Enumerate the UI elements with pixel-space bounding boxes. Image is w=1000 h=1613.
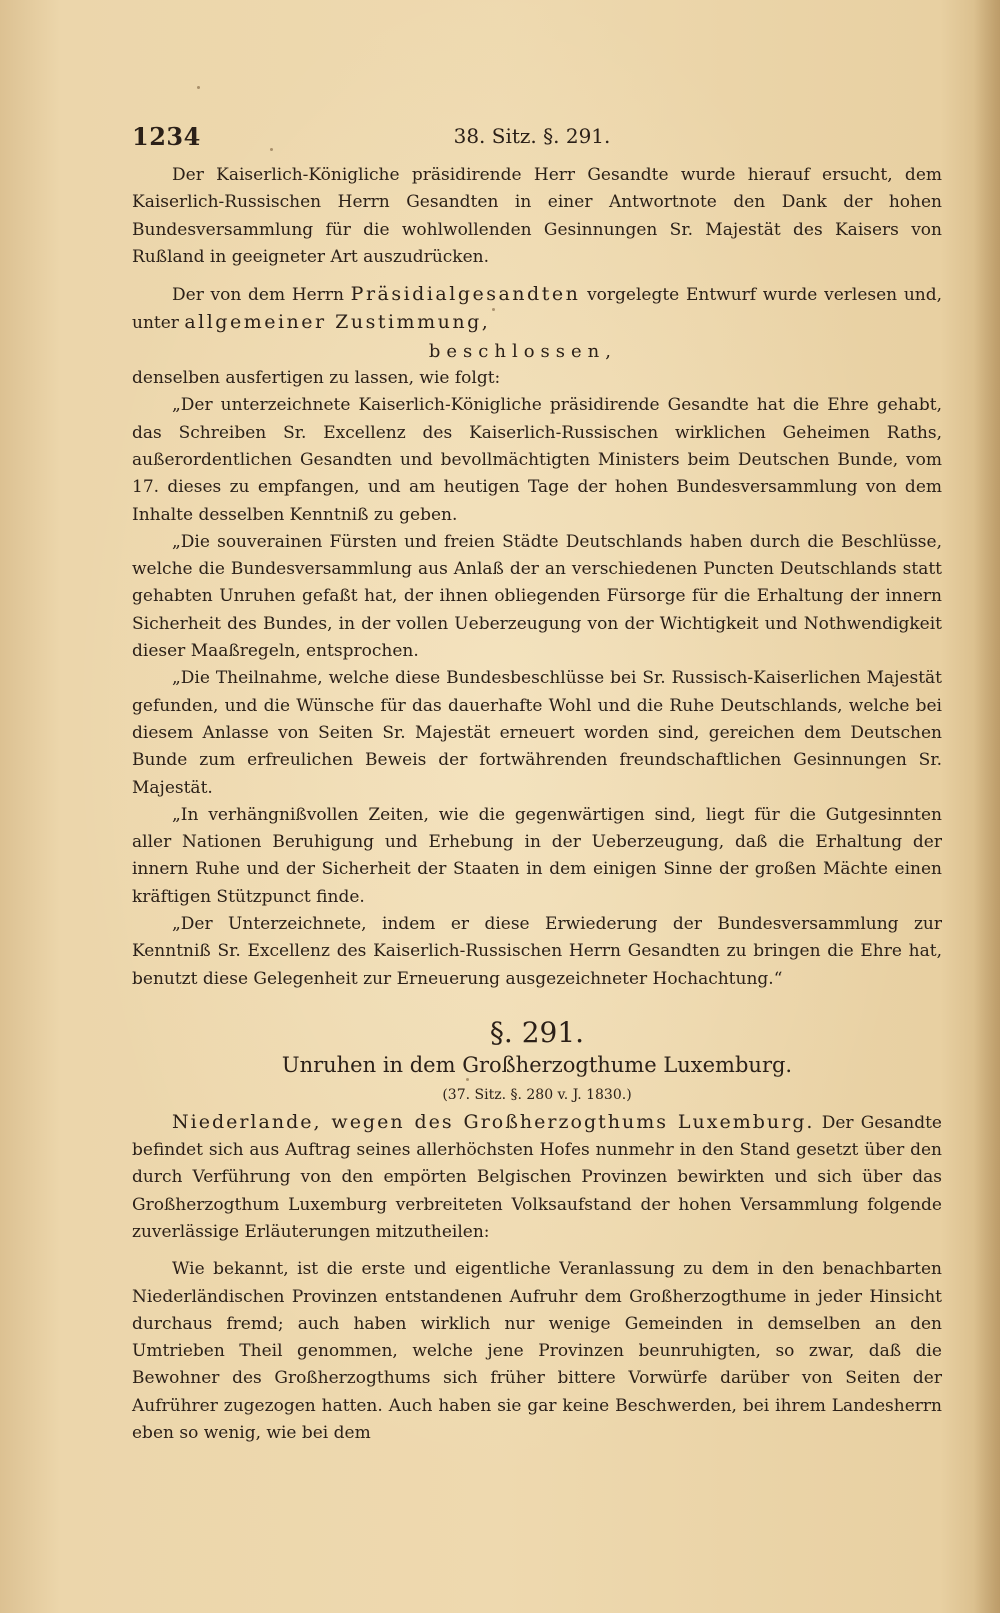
emphasis-zustimmung: allgemeiner Zustimmung,: [184, 311, 491, 334]
paragraph-3: denselben ausfertigen zu lassen, wie folgt:: [132, 368, 501, 389]
paragraph-8: „Der Unterzeichnete, indem er diese Erwiederung der Bundesversammlung zur Kenntniß Sr. Excellenz des Kaiserlich-Russischen Herrn Gesandten zu bringen die Ehre hat, benutzt diese Gelegenheit zur Erneuerung ausgezeichneter Hochachtung.“: [132, 914, 942, 989]
emphasis-praesidialgesandten: Präsidialgesandten: [350, 283, 581, 306]
paragraph-5: „Die souverainen Fürsten und freien Städte Deutschlands haben durch die Beschlüsse, welche die Bundesversammlung aus Anlaß der an verschiedenen Puncten Deutschlands statt gehabten Unruhen gefaßt hat, der ihnen obliegenden Fürsorge für die Erhaltung der innern Sicherheit des Bundes, in der vollen Ueberzeugung von der Wichtigkeit und Nothwendigkeit dieser Maaßregeln, entsprochen.: [132, 531, 942, 662]
paragraph-6: „Die Theilnahme, welche diese Bundesbeschlüsse bei Sr. Russisch-Kaiserlichen Majestät gefunden, und die Wünsche für das dauerhafte Wohl und die Ruhe Deutschlands, welche bei diesem Anlasse von Seiten Sr. Majestät erneuert worden sind, gereichen dem Deutschen Bunde zum erfreulichen Beweis der fortwährenden freundschaftlichen Gesinnungen Sr. Majestät.: [132, 668, 942, 798]
paragraph-4: „Der unterzeichnete Kaiserlich-Königliche präsidirende Gesandte hat die Ehre gehabt, das Schreiben Sr. Excellenz des Kaiserlich-Russischen wirklichen Geheimen Raths, außerordentlichen Gesandten und bevollmächtigten Ministers beim Deutschen Bunde, vom 17. dieses zu empfangen, und am heutigen Tage der hohen Bundesversammlung von dem Inhalte desselben Kenntniß zu geben.: [132, 395, 942, 525]
running-head: 38. Sitz. §. 291.: [453, 124, 611, 148]
paragraph-2: [132, 281, 942, 338]
paragraph-10: Wie bekannt, ist die erste und eigentliche Veranlassung zu dem in den benachbarten Niederländischen Provinzen entstandenen Aufruhr dem Großherzogthume in jeder Hinsicht durchaus fremd; auch haben wirklich nur wenige Gemeinden in demselben an den Umtrieben Theil genommen, welche jene Provinzen beunruhigten, so zwar, daß die Bewohner des Großherzogthums sich früher bittere Vorwürfe darüber von Seiten der Aufrührer zugezogen hatten. Auch haben sie gar keine Beschwerden, bei ihrem Landesherrn eben so wenig, wie bei dem: [132, 1259, 942, 1444]
page-header: [132, 122, 942, 154]
paragraph-2-end: vorgelegte Entwurf wurde verlesen und, unter: [132, 285, 943, 334]
page-number: 1234: [132, 122, 201, 151]
page-edge-shadow: [974, 0, 1000, 1613]
section-reference: (37. Sitz. §. 280 v. J. 1830.): [442, 1086, 632, 1103]
section-title: Unruhen in dem Großherzogthume Luxemburg.: [281, 1053, 793, 1078]
body-text: [132, 162, 942, 1447]
paragraph-1: Der Kaiserlich-Königliche präsidirende Herr Gesandte wurde hierauf ersucht, dem Kaiserlich-Russischen Herrn Gesandten in einer Antwortnote den Dank der hohen Bundesversammlung für die wohlwollenden Gesinnungen Sr. Majestät des Kaisers von Rußland in geeigneter Art auszudrücken.: [132, 165, 942, 267]
ink-speck: [197, 86, 200, 89]
paragraph-7: „In verhängnißvollen Zeiten, wie die gegenwärtigen sind, liegt für die Gutgesinnten aller Nationen Beruhigung und Erhebung in der Ueberzeugung, daß die Erhaltung der innern Ruhe und der Sicherheit der Staaten in dem einigen Sinne der großen Mächte einen kräftigen Stützpunct finde.: [132, 804, 942, 907]
paragraph-9: [132, 1109, 942, 1246]
lead-niederlande: Niederlande, wegen des Großherzogthums Luxemburg.: [172, 1110, 815, 1133]
resolution-word: beschlossen,: [428, 340, 617, 362]
paragraph-2-start: Der von dem Herrn: [172, 285, 344, 306]
section-number: §. 291.: [489, 1015, 585, 1049]
paragraph-9-rest: Der Gesandte befindet sich aus Auftrag seines allerhöchsten Hofes nunmehr in den Stand gesetzt über den durch Verführung von den empörten Belgischen Provinzen bewirkten und sich über das Großherzogthum Luxemburg verbreiteten Volksaufstand der hohen Versammlung folgende zuverlässige Erläuterungen mitzutheilen:: [132, 1112, 942, 1242]
